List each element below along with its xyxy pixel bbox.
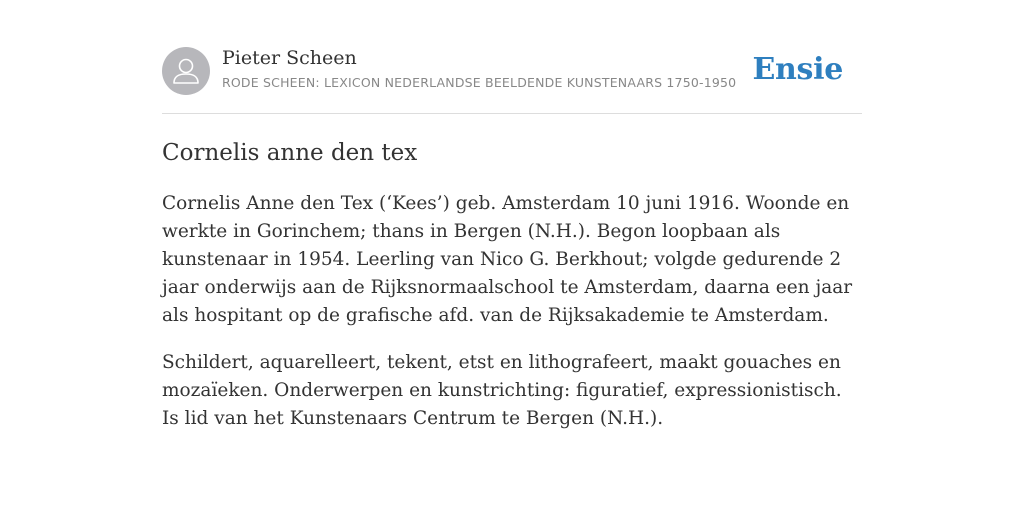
- article-body: [162, 190, 862, 452]
- author-name[interactable]: Pieter Scheen: [222, 47, 357, 69]
- article-paragraph: Cornelis Anne den Tex (‘Kees’) geb. Amsterdam 10 juni 1916. Woonde en werkte in Gorinchem; thans in Bergen (N.H.). Begon loopbaan als kunstenaar in 1954. Leerling van Nico G. Berkhout; volgde gedurende 2 jaar onderwijs aan de Rijksnormaalschool te Amsterdam, daarna een jaar als hospitant op de grafische afd. van de Rijksakademie te Amsterdam.: [162, 193, 853, 326]
- user-avatar-icon[interactable]: [162, 47, 210, 95]
- article-card: [162, 0, 862, 429]
- article-paragraph: Schildert, aquarelleert, tekent, etst en lithografeert, maakt gouaches en mozaïeken. Onderwerpen en kunstrichting: figuratief, expressionistisch. Is lid van het Kunstenaars Centrum te Bergen (N.H.).: [162, 352, 842, 429]
- ensie-logo[interactable]: Ensie: [752, 52, 843, 87]
- source-title[interactable]: RODE SCHEEN: LEXICON NEDERLANDSE BEELDENDE KUNSTENAARS 1750-1950: [222, 75, 737, 90]
- article-header: [162, 0, 862, 114]
- article-title: Cornelis anne den tex: [162, 140, 418, 166]
- avatar-silhouette: [162, 47, 210, 95]
